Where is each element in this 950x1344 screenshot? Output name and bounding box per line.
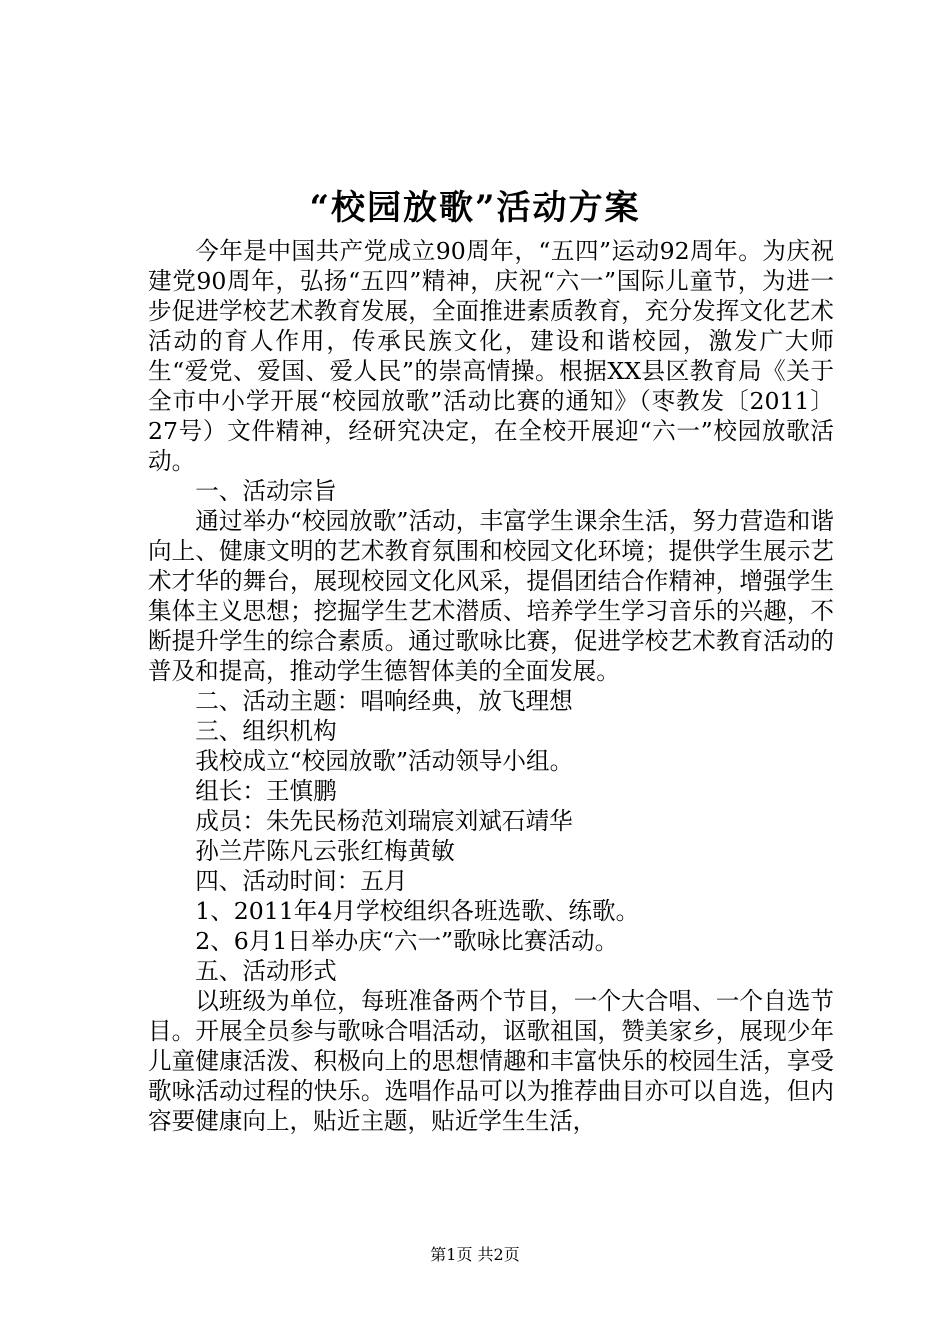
paragraph-purpose: 通过举办“校园放歌”活动，丰富学生课余生活，努力营造和谐向上、健康文明的艺术教育氛围和校园文化环境；提供学生展示艺术才华的舞台，展现校园文化风采，提倡团结合作精神，增强学生集体主义思想；挖掘学生艺术潜质、培养学生学习音乐的兴趣，不断提升学生的综合素质。通过歌咏比赛，促进学校艺术教育活动的普及和提高，推动学生德智体美的全面发展。	[148, 507, 834, 685]
list-item-time-1: 1、2011年4月学校组织各班选歌、练歌。	[195, 897, 640, 925]
heading-theme: 二、活动主题：唱响经典，放飞理想	[195, 687, 573, 715]
paragraph-format: 以班级为单位，每班准备两个节目，一个大合唱、一个自选节目。开展全员参与歌咏合唱活动，讴歌祖国，赞美家乡，展现少年儿童健康活泼、积极向上的思想情趣和丰富快乐的校园生活，享受歌咏活动过程的快乐。选唱作品可以为推荐曲目亦可以自选，但内容要健康向上，贴近主题，贴近学生生活，	[148, 987, 834, 1135]
heading-purpose: 一、活动宗旨	[195, 477, 337, 505]
paragraph-intro: 今年是中国共产党成立90周年，“五四”运动92周年。为庆祝建党90周年，弘扬“五四”精神，庆祝“六一”国际儿童节，为进一步促进学校艺术教育发展，全面推进素质教育，充分发挥文化艺术活动的育人作用，传承民族文化，建设和谐校园，激发广大师生“爱党、爱国、爱人民”的崇高情操。根据XX县区教育局《关于全市中小学开展“校园放歌”活动比赛的通知》（枣教发〔2011〕27号）文件精神，经研究决定，在全校开展迎“六一”校园放歌活动。	[148, 237, 834, 475]
heading-time: 四、活动时间：五月	[195, 867, 408, 895]
paragraph-members-cont: 孙兰芹陈凡云张红梅黄敏	[195, 837, 455, 865]
document-body	[148, 236, 834, 1136]
heading-organization: 三、组织机构	[195, 717, 337, 745]
paragraph-members: 成员：朱先民杨范刘瑞宸刘斌石靖华	[195, 807, 573, 835]
paragraph-organization: 我校成立“校园放歌”活动领导小组。	[195, 747, 574, 775]
paragraph-leader: 组长：王慎鹏	[195, 777, 337, 805]
heading-format: 五、活动形式	[195, 957, 337, 985]
list-item-time-2: 2、6月1日举办庆“六一”歌咏比赛活动。	[195, 927, 619, 955]
document-title: “校园放歌”活动方案	[309, 188, 641, 228]
page-footer: 第1页 共2页	[430, 1245, 520, 1264]
